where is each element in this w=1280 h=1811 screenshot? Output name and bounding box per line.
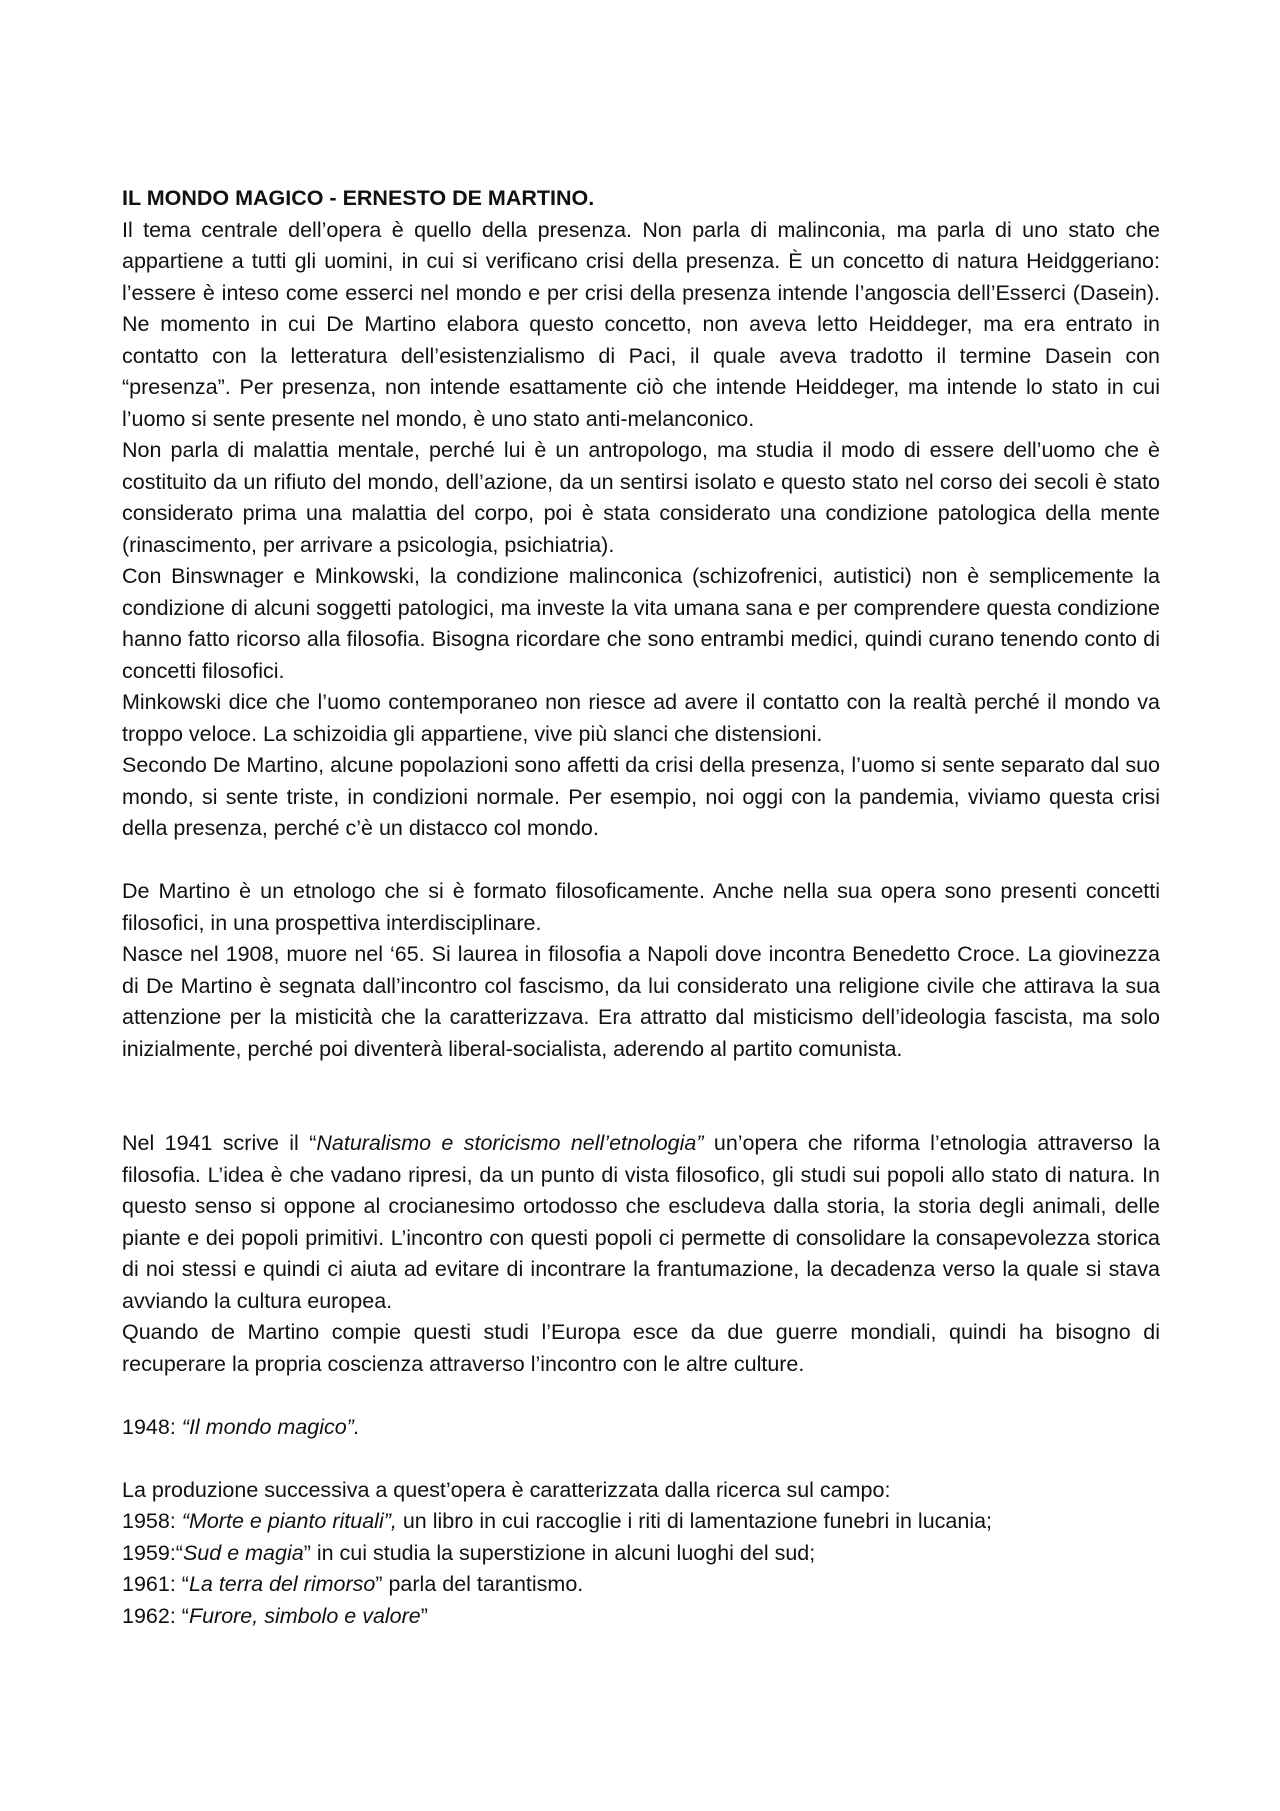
spacer xyxy=(122,1065,1160,1128)
work-year: 1961: “ xyxy=(122,1572,189,1596)
paragraph: Il tema centrale dell’opera è quello della presenza. Non parla di malinconia, ma parla di uno stato che appartiene a tutti gli uomini, in cui si verificano crisi della presenza. È un concetto di natura Heidggeriano: l’essere è inteso come esserci nel mondo e per crisi della presenza intende l’angoscia dell’Esserci (Dasein). Ne momento in cui De Martino elabora questo concetto, non aveva letto Heiddeger, ma era entrato in contatto con la letteratura dell’esistenzialismo di Paci, il quale aveva tradotto il termine Dasein con “presenza”. Per presenza, non intende esattamente ciò che intende Heiddeger, ma intende lo stato in cui l’uomo si sente presente nel mondo, è uno stato anti-melanconico. xyxy=(122,217,1160,431)
paragraph: Nasce nel 1908, muore nel ‘65. Si laurea in filosofia a Napoli dove incontra Benedetto Croce. La giovinezza di De Martino è segnata dall’incontro col fascismo, da lui considerato una religione civile che attirava la sua attenzione per la misticità che la caratterizzava. Era attratto dal misticismo dell’ideologia fascista, ma solo inizialmente, perché poi diventerà liberal-socialista, aderendo al partito comunista. xyxy=(122,942,1160,1061)
work-description: ” parla del tarantismo. xyxy=(375,1572,584,1596)
paragraph: Secondo De Martino, alcune popolazioni sono affetti da crisi della presenza, l’uomo si sente separato dal suo mondo, si sente triste, in condizioni normale. Per esempio, noi oggi con la pandemia, viviamo questa crisi della presenza, perché c’è un distacco col mondo. xyxy=(122,753,1160,840)
text-run: 1948: xyxy=(122,1414,182,1439)
work-year: 1959:“ xyxy=(122,1540,183,1565)
work-title: La terra del rimorso xyxy=(188,1572,376,1596)
work-title: Naturalismo e storicismo nell’etnologia” xyxy=(316,1131,704,1155)
spacer xyxy=(122,1443,1160,1475)
document-page xyxy=(122,183,1160,1632)
paragraph: Quando de Martino compie questi studi l’Europa esce da due guerre mondiali, quindi ha bisogno di recuperare la propria coscienza attraverso l’incontro con le altre culture. xyxy=(122,1320,1160,1376)
spacer xyxy=(122,1380,1160,1412)
works-list-item xyxy=(122,1506,1160,1538)
work-title: “Il mondo magico”. xyxy=(181,1414,360,1439)
paragraph xyxy=(122,1128,1160,1317)
paragraph: Non parla di malattia mentale, perché lui è un antropologo, ma studia il modo di essere dell’uomo che è costituito da un rifiuto del mondo, dell’azione, da un sentirsi isolato e questo stato nel corso dei secoli è stato considerato prima una malattia del corpo, poi è stata considerato una condizione patologica della mente (rinascimento, per arrivare a psicologia, psichiatria). xyxy=(122,438,1160,557)
work-description: un libro in cui raccoglie i riti di lamentazione funebri in lucania; xyxy=(396,1509,993,1533)
text-run: un’opera che riforma l’etnologia attraverso la filosofia. L’idea è che vadano ripresi, da un punto di vista filosofico, gli studi sui popoli allo stato di natura. In questo senso si oppone al crocianesimo ortodosso che escludeva dalla storia, la storia degli animali, delle piante e dei popoli primitivi. L’incontro con questi popoli ci permette di consolidare la consapevolezza storica di noi stessi e quindi ci aiuta ad evitare di incontrare la frantumazione, la decadenza verso la quale si stava avviando la cultura europea. xyxy=(122,1131,1161,1313)
paragraph: Con Binswnager e Minkowski, la condizione malinconica (schizofrenici, autistici) non è semplicemente la condizione di alcuni soggetti patologici, ma investe la vita umana sana e per comprendere questa condizione hanno fatto ricorso alla filosofia. Bisogna ricordare che sono entrambi medici, quindi curano tenendo conto di concetti filosofici. xyxy=(122,564,1160,683)
work-year: 1958: xyxy=(122,1509,182,1533)
works-list-item xyxy=(122,1538,1160,1570)
work-year: 1962: “ xyxy=(122,1603,189,1628)
work-title: Furore, simbolo e valore xyxy=(188,1603,421,1628)
paragraph xyxy=(122,1412,1160,1444)
work-description: ” in cui studia la superstizione in alcuni luoghi del sud; xyxy=(303,1540,816,1565)
work-title: “Morte e pianto rituali”, xyxy=(181,1509,397,1533)
works-list-item xyxy=(122,1601,1160,1633)
document-title: IL MONDO MAGICO - ERNESTO DE MARTINO. xyxy=(122,186,595,210)
works-list-item xyxy=(122,1569,1160,1601)
spacer xyxy=(122,845,1160,877)
work-title: Sud e magia xyxy=(182,1540,304,1565)
paragraph: Minkowski dice che l’uomo contemporaneo non riesce ad avere il contatto con la realtà perché il mondo va troppo veloce. La schizoidia gli appartiene, vive più slanci che distensioni. xyxy=(122,690,1160,746)
text-run: Nel 1941 scrive il “ xyxy=(122,1131,317,1155)
work-description: ” xyxy=(420,1603,428,1628)
paragraph: La produzione successiva a quest’opera è caratterizzata dalla ricerca sul campo: xyxy=(122,1477,891,1502)
paragraph: De Martino è un etnologo che si è formato filosoficamente. Anche nella sua opera sono presenti concetti filosofici, in una prospettiva interdisciplinare. xyxy=(122,879,1160,935)
